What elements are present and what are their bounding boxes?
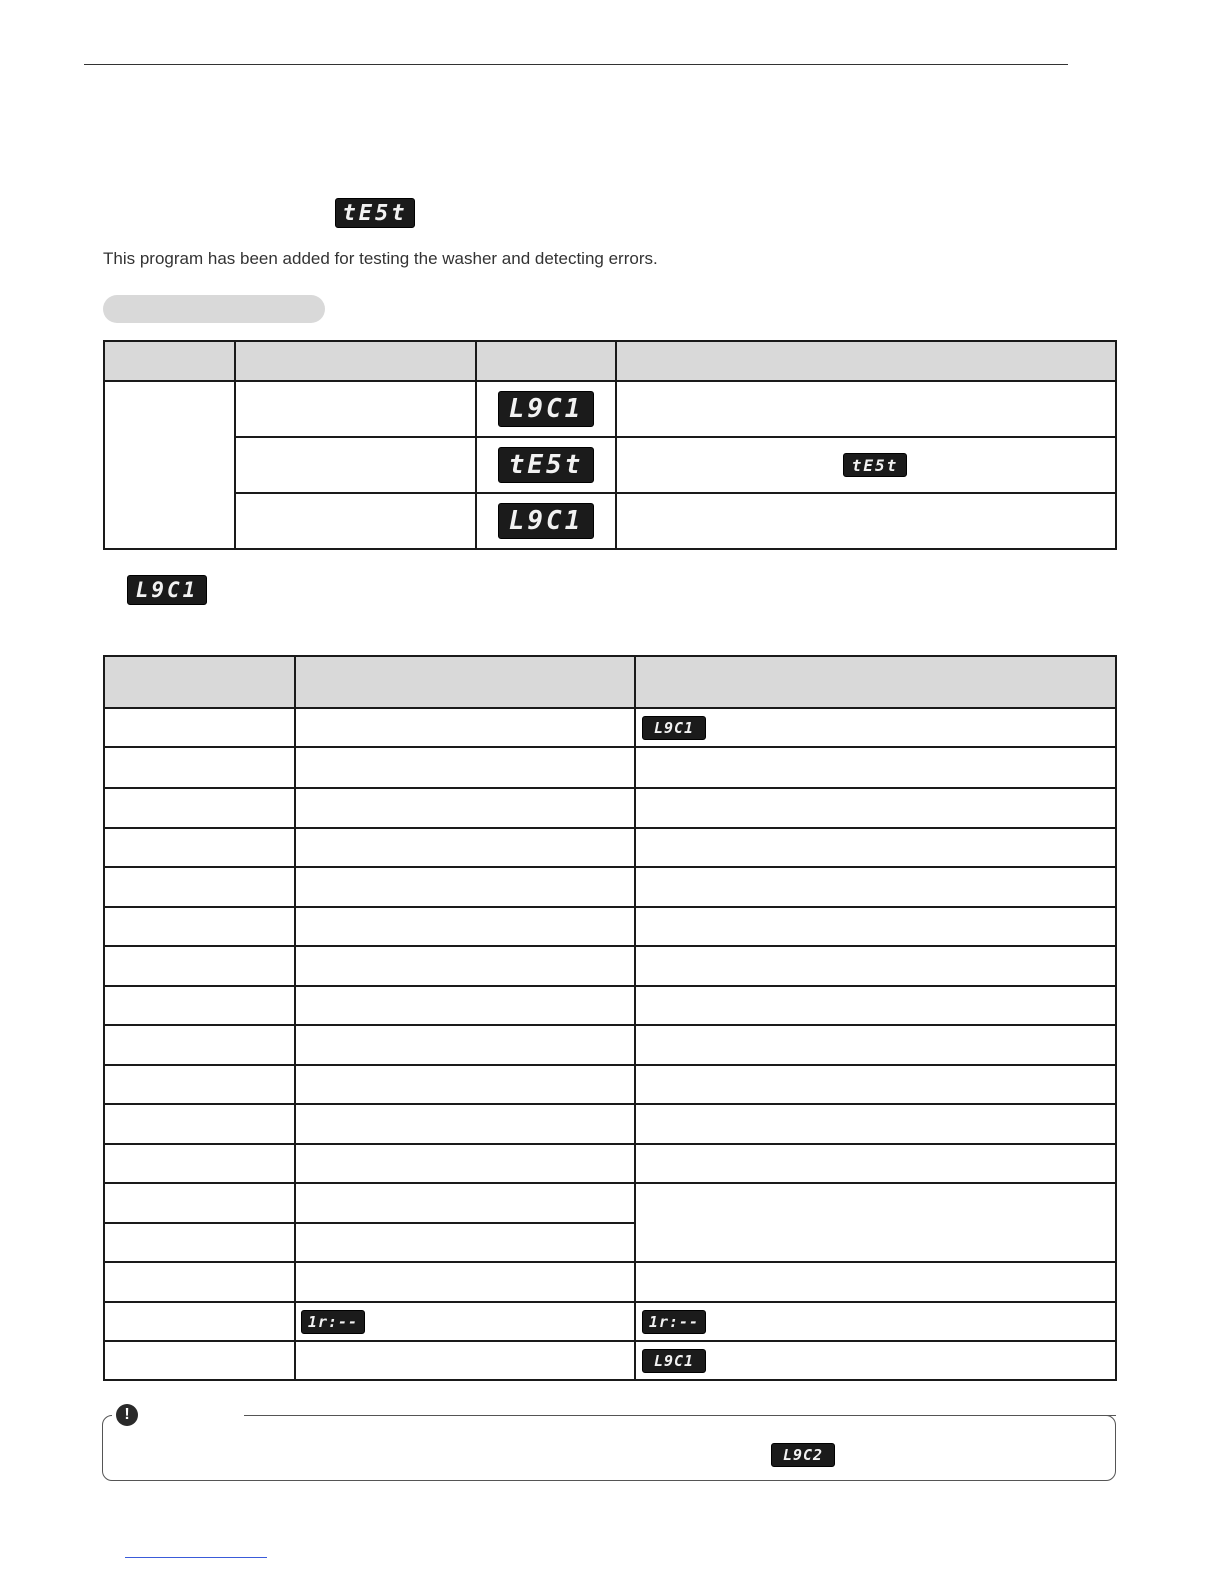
table-cell (104, 788, 295, 828)
table-cell (635, 1341, 1116, 1380)
table-row (104, 986, 1116, 1025)
display-cell (476, 493, 616, 549)
table-cell (635, 907, 1116, 946)
table-cell (104, 1183, 295, 1223)
table-cell (635, 1302, 1116, 1341)
header-rule (84, 64, 1068, 65)
table-cell (635, 946, 1116, 986)
table-cell (104, 1341, 295, 1380)
lcd-display-inline: tE5t (843, 453, 907, 477)
table-cell (295, 907, 635, 946)
table-cell (635, 788, 1116, 828)
table-cell (295, 1025, 635, 1065)
table-cell (295, 1065, 635, 1104)
header-cell (476, 341, 616, 381)
section-label-pill (103, 295, 325, 323)
table-cell (295, 828, 635, 867)
table-cell (295, 747, 635, 788)
table-cell (295, 946, 635, 986)
table-cell (295, 1183, 635, 1223)
table-row (104, 907, 1116, 946)
table-cell (104, 907, 295, 946)
table-cell (295, 1302, 635, 1341)
lcd-display: L9C1 (498, 391, 594, 427)
table-cell (104, 867, 295, 907)
table-header-row (104, 341, 1116, 381)
table-cell (616, 493, 1116, 549)
table-cell (616, 437, 1116, 493)
table-row (104, 788, 1116, 828)
table-cell (104, 381, 235, 549)
table-row (104, 1341, 1116, 1380)
table-cell (104, 747, 295, 788)
between-tables-display: L9C1 (127, 575, 207, 605)
table-row (104, 1104, 1116, 1144)
table-cell (104, 708, 295, 747)
table-row (104, 1302, 1116, 1341)
table-cell (235, 437, 476, 493)
table-cell (295, 867, 635, 907)
table-cell (635, 1104, 1116, 1144)
table-cell (104, 1104, 295, 1144)
table-cell (635, 1262, 1116, 1302)
table-cell (295, 788, 635, 828)
table-cell (104, 1065, 295, 1104)
lcd-display: 1r:-- (301, 1310, 365, 1334)
table-cell (635, 1144, 1116, 1183)
exclamation-icon: ! (116, 1404, 138, 1426)
lcd-display: L9C1 (642, 1349, 706, 1373)
table-row (104, 1065, 1116, 1104)
note-rule (244, 1415, 1116, 1416)
table-cell (295, 708, 635, 747)
header-cell (235, 341, 476, 381)
table-row (104, 437, 1116, 493)
table-cell (295, 986, 635, 1025)
table-row (104, 946, 1116, 986)
table-row (104, 867, 1116, 907)
table-row (104, 828, 1116, 867)
table-cell (635, 1065, 1116, 1104)
test-mode-table (103, 340, 1117, 550)
note-lcd-display: L9C2 (771, 1443, 835, 1467)
table-cell (104, 1262, 295, 1302)
lcd-display: tE5t (498, 447, 594, 483)
lcd-display: 1r:-- (642, 1310, 706, 1334)
table-row (104, 1025, 1116, 1065)
lcd-display: L9C1 (498, 503, 594, 539)
table-cell (235, 493, 476, 549)
intro-text: This program has been added for testing the washer and detecting errors. (103, 249, 658, 268)
table-cell (104, 1302, 295, 1341)
footer-link-rule (125, 1557, 267, 1558)
header-cell (616, 341, 1116, 381)
table-cell (295, 1262, 635, 1302)
table-row (104, 1183, 1116, 1223)
table-cell (104, 1025, 295, 1065)
table-cell (104, 1223, 295, 1262)
heading-test-display: tE5t (335, 198, 415, 228)
table-cell-merged (635, 1183, 1116, 1262)
lcd-display: L9C1 (642, 716, 706, 740)
table-cell (104, 1144, 295, 1183)
table-row (104, 1262, 1116, 1302)
table-row (104, 747, 1116, 788)
display-cell (476, 437, 616, 493)
test-steps-table (103, 655, 1117, 1381)
table-cell (635, 708, 1116, 747)
table-cell (635, 1025, 1116, 1065)
table-cell (295, 1223, 635, 1262)
table-cell (635, 747, 1116, 788)
table-row (104, 381, 1116, 437)
table-header-row (104, 656, 1116, 708)
table-row (104, 493, 1116, 549)
table-row (104, 1144, 1116, 1183)
table-cell (635, 986, 1116, 1025)
table-cell (635, 828, 1116, 867)
table-cell (295, 1341, 635, 1380)
table-cell (616, 381, 1116, 437)
table-cell (295, 1104, 635, 1144)
table-cell (104, 828, 295, 867)
table-row (104, 708, 1116, 747)
header-cell (295, 656, 635, 708)
table-cell (635, 867, 1116, 907)
header-cell (635, 656, 1116, 708)
table-cell (295, 1144, 635, 1183)
display-cell (476, 381, 616, 437)
header-cell (104, 656, 295, 708)
table-cell (235, 381, 476, 437)
note-box (102, 1415, 1116, 1481)
table-cell (104, 946, 295, 986)
header-cell (104, 341, 235, 381)
table-cell (104, 986, 295, 1025)
